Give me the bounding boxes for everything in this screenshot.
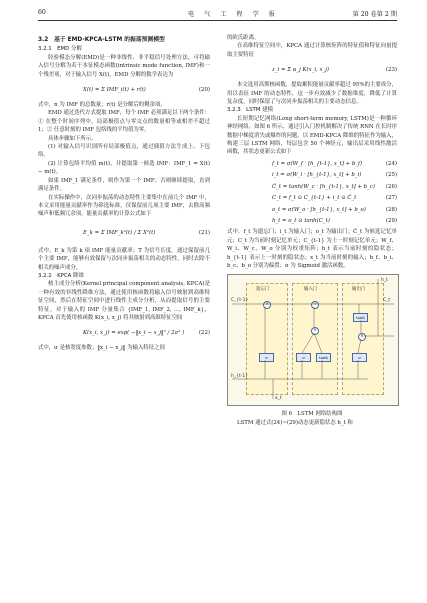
paragraph: 本文选用高斯核函数，提取累积能量贡献率超过 95%的主要成分，用以表征 IMF 的动态特性，这一步有效减少了数据维度，降低了计算复杂度，同时保留了与次同步振荡相关的主要动态信息。 (227, 82, 397, 106)
add-op: + (311, 301, 319, 309)
sigma-gate: σ (352, 353, 367, 362)
equation-27: C_t = f_t ⊙ C_{t-1} + i_t ⊙ C̃_t (27) (272, 195, 397, 202)
page-number: 60 (38, 9, 46, 16)
paragraph: 长短期记忆网络(Long short-term memory, LSTM)是一种循环神经网络，如图 6 所示，通过引入门控机制解决了传统 RNN 在长时序数据中梯度消失或爆炸的问题，以 EMD-KPCA 降维的特征作为输入，构建三层 LSTM 网络，每层包含 50 个神经元，输出层采用线性激活函数，其状态更新公式如下 (227, 115, 397, 156)
input-h-prev: h_{t-1} (231, 374, 249, 380)
paragraph: 经验模态分解(EMD)是一种非线性、非平稳信号处理方法，可将输入信号分解为若干本征模态函数(intrinsic mode function, IMF)和一个残差项，对于输入信号 X(t)，EMD 分解的数学表达为 (38, 54, 210, 78)
left-column (38, 34, 210, 353)
volume-issue: 第 20 卷第 2 期 (352, 11, 397, 18)
subsection-emd: 3.2.1 EMD 分解 (38, 46, 82, 53)
paragraph: (2) 计算包络平均值 m(t)，并提取第一候选 IMF：IMF_1 = X(t) − m(t)。 (38, 160, 210, 176)
page-header (38, 6, 397, 21)
subsection-lstm: 3.2.3 LSTM 建模 (227, 107, 273, 114)
paragraph: 核主成分分析(Kernel principal component analysis, KPCA)是一种有效的非线性降维方法，通过使用核函数将输入信号映射到高维特征空间，然后在特征空间中进行线性主成分分析，从而提取信号的主要特征。对于输入的 IMF 分量集合 {IMF_1, IMF_2, …, IMF_k}，KPCA 首先使用核函数 K(x_i, x_j) 将其映射到高维特征空间 (38, 281, 210, 321)
output-h: h_t (381, 278, 388, 284)
sigma-gate: σ (259, 353, 274, 362)
output-gate-label: 输出门 (352, 287, 366, 293)
paragraph: 式中，n 为 IMF 的总数量；r(t) 是分解后的剩余项。 (38, 102, 166, 109)
journal-title: 电 气 工 程 学 报 (188, 11, 279, 18)
input-gate-label: 输入门 (304, 287, 318, 293)
paragraph: 在实际操作中，次同步振荡的动态特性主要集中在前几个 IMF 中，本文采用能量贡献率作为筛选标准，仅保留前几项主要 IMF，去除高频噪声和低频冗余项，能量贡献率的计算公式如下 (38, 194, 210, 218)
section-heading: 3.2 基于 EMD-KPCA-LSTM 的振荡预测模型 (38, 37, 165, 43)
paragraph: 式中，σ 是核宽度参数；‖x_i − x_j‖ 为输入特征之间 (38, 345, 165, 352)
equation-28: o_t = σ(W_o · [h_{t-1}, x_t] + b_o) (28) (272, 206, 397, 213)
equation-24: f_t = σ(W_f · [h_{t-1}, x_t] + b_f) (24) (272, 160, 397, 167)
equation-26: C̃_t = tanh(W_c · [h_{t-1}, x_t] + b_c) (26) (272, 183, 397, 190)
figure-connections (228, 275, 398, 405)
paragraph: EMD 通过迭代方式提取 IMF，每个 IMF 必须满足以下两个条件：① 在整个时间序列中，局部极值点与零交点的数量相等或相差不超过 1；② 任意时刻的 IMF 包络线的平均值为零。 (38, 110, 211, 134)
paragraph: 在高维特征空间中，KPCA 通过计算核矩阵的特征值和特征向量提取主要特征 (227, 43, 397, 58)
equation-25: i_t = σ(W_i · [h_{t-1}, x_t] + b_i) (25) (272, 172, 397, 179)
equation-23: z_i = Σ α_j K(x_i, x_j) (23) (272, 67, 397, 74)
paragraph: (1) 对输入信号识别所有局部极值点，通过插值方法生成上、下包络。 (38, 144, 210, 159)
right-column (227, 34, 397, 427)
equation-21: E_k = Σ IMF_k²(t) / Σ X²(t) (21) (83, 229, 210, 236)
multiply-op: × (358, 333, 366, 341)
lstm-structure-figure (227, 274, 399, 406)
paragraph: 的欧氏距离。 (227, 35, 260, 41)
equation-29: h_t = o_t ⊙ tanh(C_t) (29) (272, 217, 397, 224)
tanh-gate: tanh (316, 353, 331, 362)
paragraph: 具体步骤如下所示。 (48, 135, 97, 142)
tanh-op: tanh (353, 313, 368, 322)
forget-gate-label: 遗忘门 (256, 287, 270, 293)
input-c-prev: C_{t-1} (231, 298, 249, 304)
paragraph: 式中，f_t 为遗忘门；i_t 为输入门；o_t 为输出门；C̃_t 为候选记忆单元；C_t 为当前时刻记忆单元；C_{t-1} 为上一时刻记忆单元；W_f、W_i、W_c、W_o 分别为权重矩阵；h_t 表示当前时刻的隐状态；h_{t-1} 表示上一时刻的隐状态；x_t 为当前时刻的输入；b_f、b_i、b_c、b_o 分别为偏置；σ 为 Sigmoid 激活函数。 (227, 229, 397, 269)
output-c: C_t (383, 298, 391, 304)
equation-22: K(x_i, x_j) = exp( −‖x_i − x_j‖² / 2σ² ) (22) (83, 330, 210, 337)
subsection-kpca: 3.2.2 KPCA 降维 (38, 272, 84, 279)
sigma-gate: σ (296, 353, 311, 362)
multiply-op: × (263, 301, 271, 309)
paragraph: 式中，E_k 为第 k 项 IMF 能量贡献率；T 为信号长度。通过保留前几个主要 IMF，能够有效保留与次同步振荡相关的动态特性，同时去除不相关的噪声成分。 (38, 247, 210, 271)
paragraph: LSTM 通过式(24)~(29)动态更新隐状态 h_t 和 (237, 419, 353, 426)
multiply-op: × (311, 327, 319, 335)
paragraph: 如果 IMF_1 满足条件，则作为第一个 IMF；否则继续提取，直到满足条件。 (38, 177, 210, 193)
figure-caption: 图 6 LSTM 网络结构图 (281, 411, 343, 418)
equation-20: X(t) = Σ IMF_i(t) + r(t) (20) (83, 86, 210, 93)
input-x: x_t (275, 396, 282, 402)
